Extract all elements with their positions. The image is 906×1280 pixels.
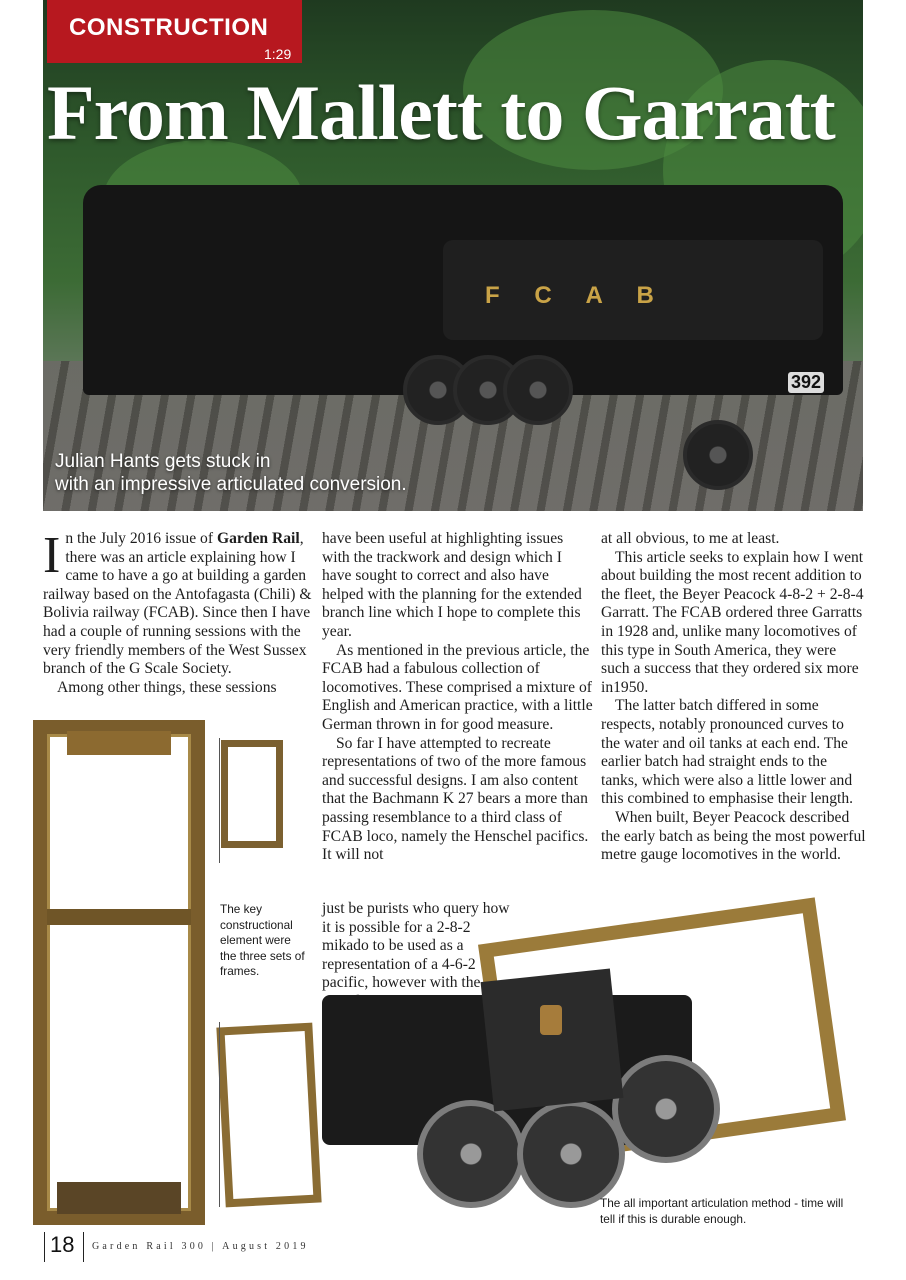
footer-rule [83, 1232, 84, 1262]
articulation-photo [322, 905, 842, 1235]
loco-number-plate: 392 [788, 372, 824, 393]
driving-wheel [517, 1100, 625, 1208]
paragraph: As mentioned in the previous article, the FCAB had a fabulous collection of locomotives. These comprised a mixture of English and American practice, with a little German thrown in for good measure. [322, 641, 593, 733]
loco-wheel [503, 355, 573, 425]
frame-crossmember [67, 731, 171, 755]
paragraph: Among other things, these sessions [57, 678, 277, 696]
paragraph: at all obvious, to me at least. [601, 530, 780, 547]
standfirst-line: Julian Hants gets stuck in [55, 451, 271, 472]
paragraph: This article seeks to explain how I went about building the most recent addition to the fleet, the Beyer Peacock 4-8-2 + 2-8-4 Garratt. The FCAB ordered three Garratts in 1928 and, unlike many locomotives of this type in South America, they were such a success that they ordered six more in1950. [601, 548, 864, 696]
paragraph: just be purists who query how it is possible for a 2-8-2 mikado to be used as a representation of a 4-6-2 pacific, however with the [322, 900, 510, 992]
long-frame-photo [33, 720, 205, 1225]
driving-wheel [612, 1055, 720, 1163]
frames-caption: The key constructional element were the three sets of frames. [220, 902, 305, 978]
loco-lettering: F C A B [485, 282, 668, 309]
paragraph: have been useful at highlighting issues with the trackwork and design which I have sought to correct and also have helped with the planning for the extended branch line which I hope to complete this year. [322, 530, 582, 640]
drop-cap: I [43, 527, 61, 584]
paragraph: The latter batch differed in some respects, notably pronounced curves to the water and oil tanks at each end. The earlier batch had straight ends to the tanks, which were also a little lower and this combined to emphasise their length. [601, 697, 854, 808]
article-title: From Mallett to Garratt [47, 69, 835, 156]
magazine-name: Garden Rail [216, 530, 300, 547]
paragraph-text: , there was an article explaining how I came to have a go at building a garden railway based on the Antofagasta (Chili) & Bolivia railway (FCAB). Since then I have had a couple of running sessions with the very friendly members of the West Sussex branch of the G Scale Society. [43, 530, 312, 678]
standfirst [55, 450, 475, 496]
frame-crossmember [57, 1182, 181, 1214]
caption-rule [219, 1022, 220, 1207]
frame-crossmember [47, 909, 191, 925]
pivot-pin [540, 1005, 562, 1035]
footer-issue: Garden Rail 300 | August 2019 [92, 1241, 309, 1252]
articulation-caption: The all important articulation method - time will tell if this is durable enough. [600, 1196, 844, 1226]
pivot-plate [481, 969, 624, 1112]
paragraph [43, 527, 315, 679]
article-column-3 [601, 530, 866, 865]
page-number: 18 [50, 1232, 75, 1257]
footer-rule [44, 1232, 45, 1262]
scale-label: 1:29 [264, 46, 292, 62]
short-frame-photo [216, 1023, 321, 1208]
paragraph-text: n the July 2016 issue of [65, 530, 217, 547]
loco-wheel [683, 420, 753, 490]
short-frame-photo [221, 740, 283, 848]
driving-wheel [417, 1100, 525, 1208]
section-label: CONSTRUCTION [69, 14, 269, 41]
paragraph: When built, Beyer Peacock described the early batch as being the most powerful metre gauge locomotives in the world. [601, 808, 866, 864]
standfirst-line: with an impressive articulated conversion. [55, 474, 407, 495]
article-column-1 [43, 527, 315, 697]
paragraph: So far I have attempted to recreate representations of two of the more famous and successful designs. I am also content that the Bachmann K 27 bears a more than passing resemblance to a third class of FCAB loco, namely the Henschel pacifics. It will not [322, 734, 589, 864]
article-column-2 [322, 530, 594, 865]
caption-rule [219, 738, 220, 863]
